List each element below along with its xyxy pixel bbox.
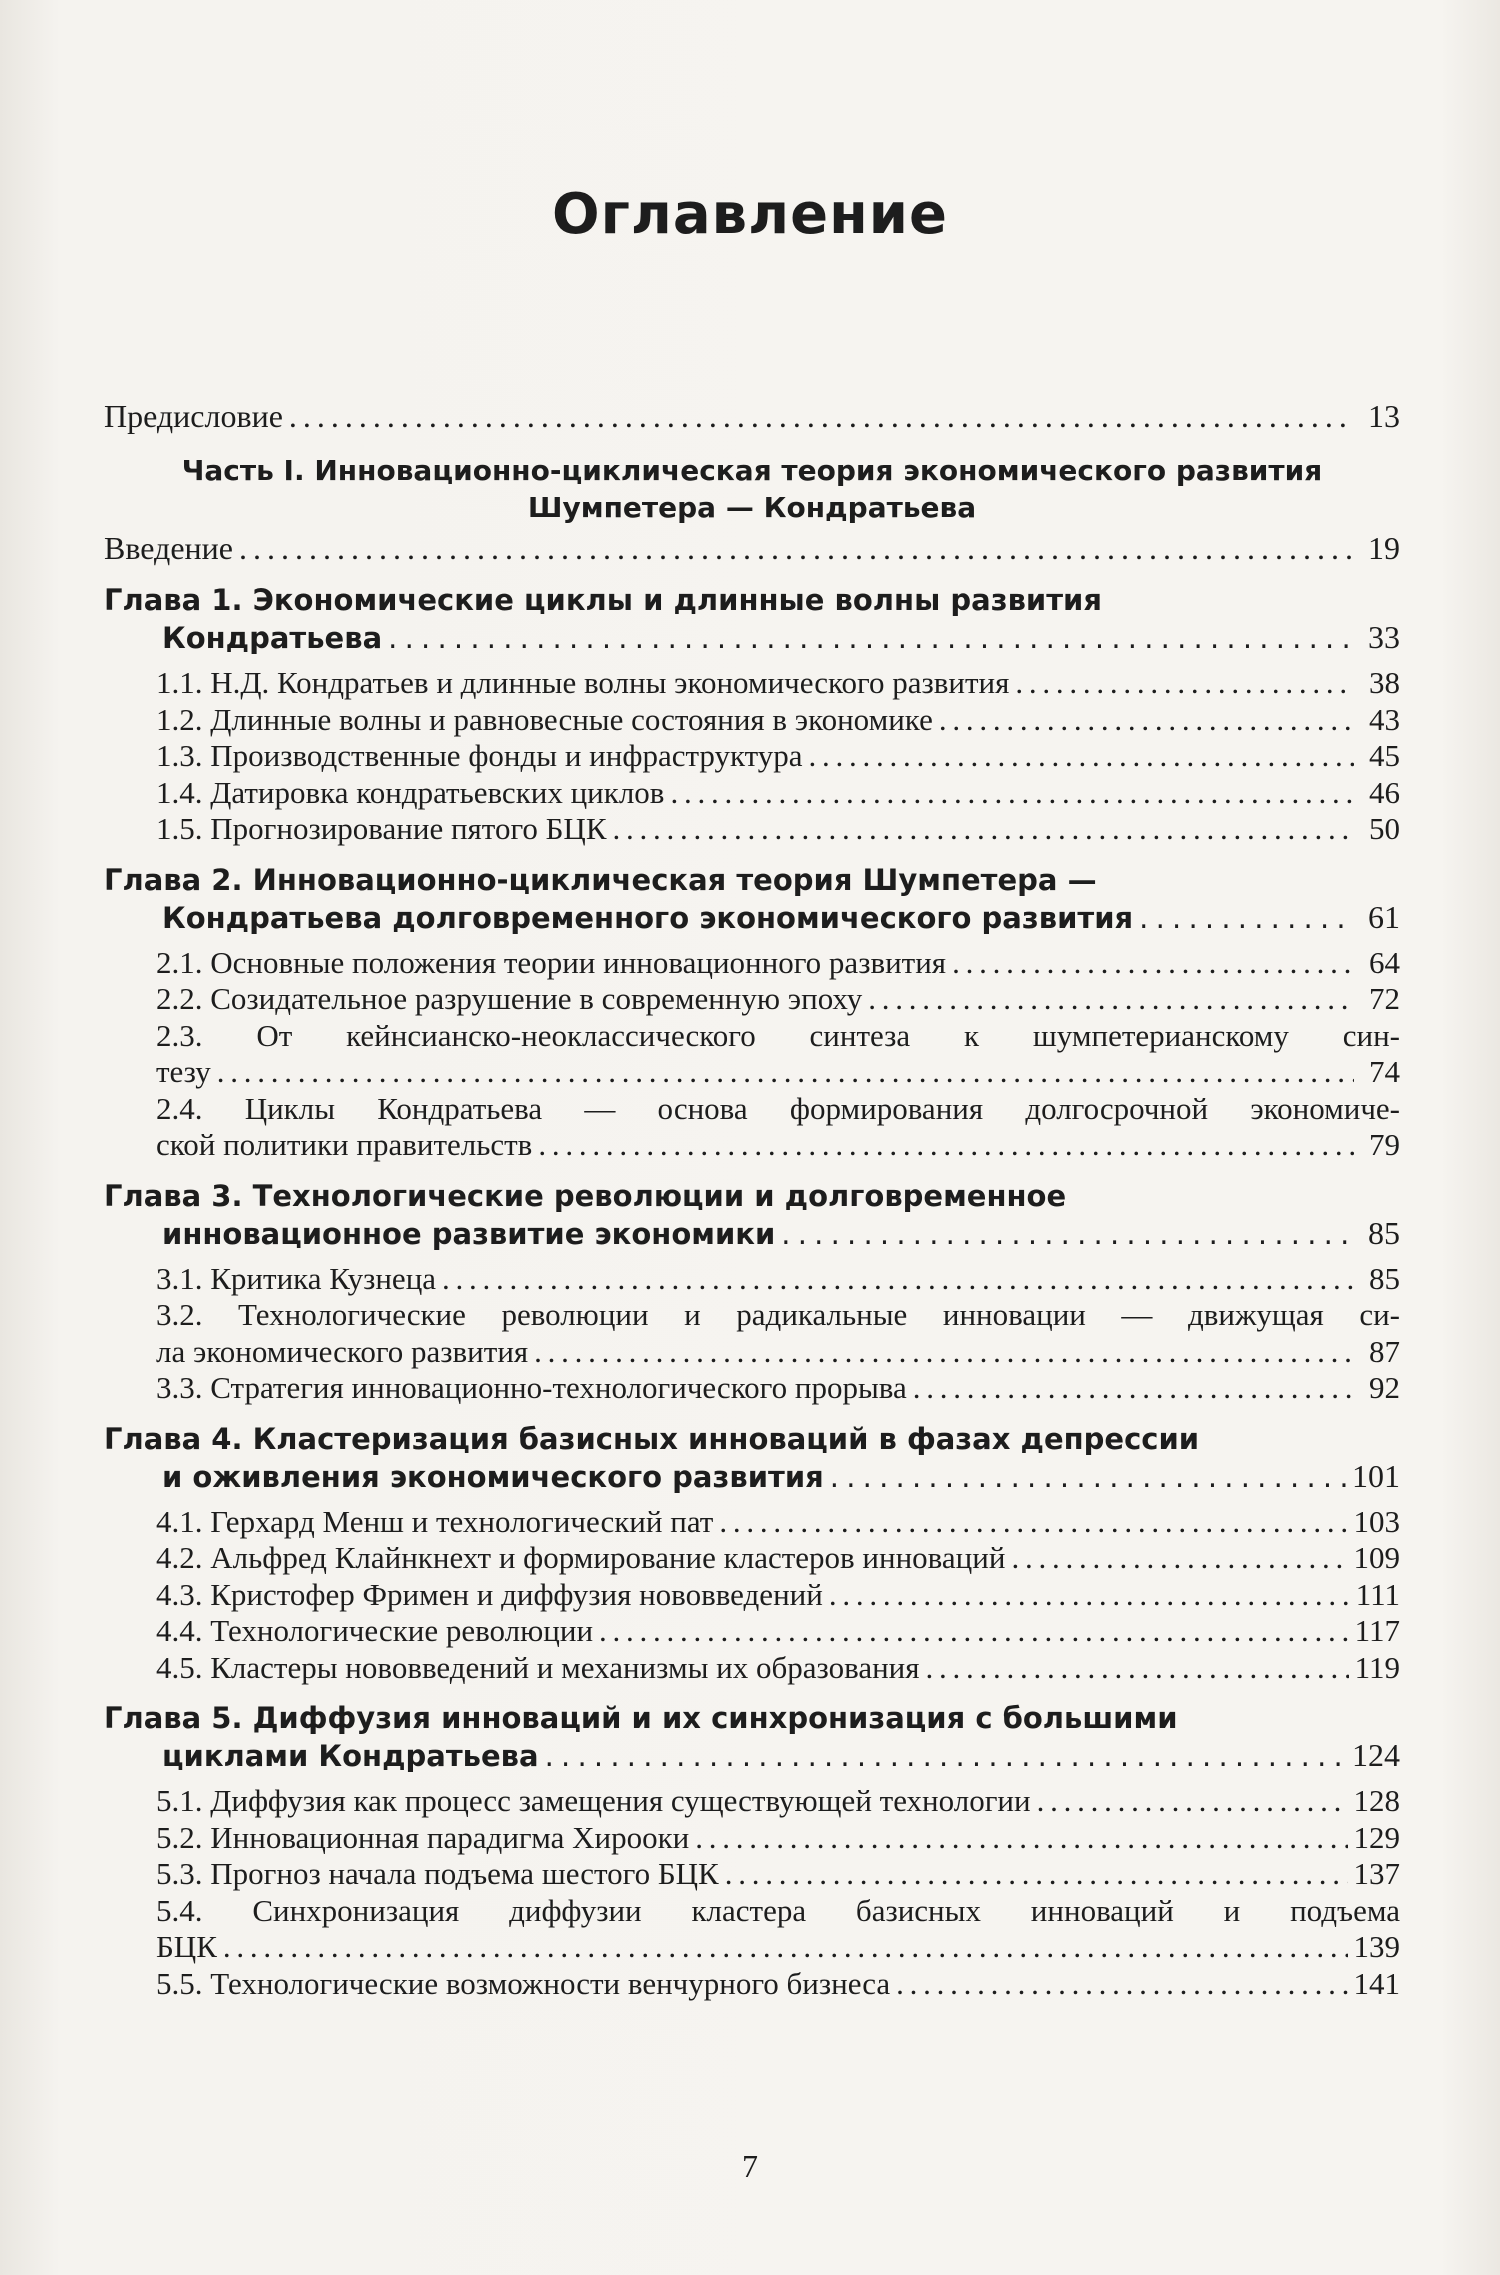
- leader-dots: [534, 1334, 1354, 1371]
- section-4-2: [104, 1540, 1400, 1577]
- entry-label: ла экономического развития: [156, 1333, 529, 1369]
- section-5-1: [104, 1783, 1400, 1820]
- entry-label: Предисловие: [104, 398, 283, 434]
- leader-dots: [695, 1820, 1347, 1857]
- entry-page: 46: [1369, 774, 1400, 810]
- entry-label: и оживления экономического развития: [162, 1459, 824, 1494]
- chapter-1-title-line2: [104, 619, 1400, 657]
- section-3-1: [104, 1261, 1400, 1298]
- section-2-4-line1: 2.4. Циклы Кондратьева — основа формирования долгосрочной экономиче-: [156, 1090, 1400, 1126]
- entry-label: 5.5. Технологические возможности венчурного бизнеса: [156, 1965, 891, 2001]
- entry-page: 109: [1353, 1540, 1400, 1575]
- entry-label: 5.3. Прогноз начала подъема шестого БЦК: [156, 1856, 719, 1891]
- leader-dots: [939, 702, 1354, 739]
- chapter-4-title-line1: Глава 4. Кластеризация базисных инноваций в фазах депрессии: [104, 1421, 1200, 1456]
- entry-page: 85: [1369, 1260, 1400, 1296]
- section-4-5: [104, 1650, 1400, 1687]
- leader-dots: [538, 1127, 1354, 1164]
- entry-page: 92: [1369, 1370, 1400, 1405]
- section-5-4-line2: [104, 1929, 1400, 1966]
- chapter-4-title-line2: [104, 1458, 1400, 1496]
- leader-dots: [952, 945, 1354, 982]
- leader-dots: [809, 738, 1354, 775]
- entry-page: 137: [1353, 1856, 1400, 1891]
- part-title-line2: Шумпетера — Кондратьева: [527, 491, 977, 524]
- entry-page: 33: [1368, 619, 1400, 655]
- entry-label: тезу: [156, 1054, 211, 1089]
- entry-label: 3.3. Стратегия инновационно-технологического прорыва: [156, 1370, 907, 1405]
- entry-label: Кондратьева долговременного экономического развития: [162, 900, 1134, 935]
- section-5-3: [104, 1856, 1400, 1893]
- page-number: 7: [742, 2148, 758, 2184]
- section-2-3-line1: 2.3. От кейнсианско-неоклассического синтеза к шумпетерианскому син-: [156, 1017, 1400, 1053]
- leader-dots: [913, 1370, 1354, 1407]
- chapter-2-title-line1: Глава 2. Инновационно-циклическая теория Шумпетера —: [104, 862, 1097, 897]
- entry-page: 87: [1369, 1333, 1400, 1369]
- entry-page: 72: [1369, 981, 1400, 1016]
- section-1-2: [104, 702, 1400, 739]
- entry-page: 19: [1368, 530, 1400, 566]
- section-3-2-line1: 3.2. Технологические революции и радикальные инновации — движущая си-: [156, 1297, 1400, 1332]
- entry-page: 124: [1352, 1737, 1400, 1773]
- section-3-3: [104, 1370, 1400, 1407]
- entry-label: 4.5. Кластеры нововведений и механизмы их образования: [156, 1649, 920, 1685]
- leader-dots: [896, 1966, 1347, 2003]
- entry-label: циклами Кондратьева: [162, 1739, 539, 1773]
- section-2-1: [104, 945, 1400, 982]
- leader-dots: [613, 811, 1355, 848]
- chapter-5-title-line2: [104, 1737, 1400, 1775]
- entry-label: 3.1. Критика Кузнеца: [156, 1260, 437, 1296]
- leader-dots: [289, 396, 1354, 436]
- leader-dots: [1011, 1540, 1347, 1577]
- entry-label: 4.4. Технологические революции: [156, 1613, 594, 1648]
- entry-page: 141: [1353, 1965, 1400, 2001]
- leader-dots: [223, 1929, 1348, 1966]
- entry-page: 74: [1369, 1054, 1400, 1089]
- section-2-4-line2: [104, 1127, 1400, 1164]
- entry-label: Введение: [104, 530, 233, 566]
- page-title: Оглавление: [551, 182, 948, 247]
- leader-dots: [725, 1856, 1348, 1893]
- chapter-5-title-line1: Глава 5. Диффузия инноваций и их синхронизация с большими: [104, 1701, 1178, 1735]
- entry-label: 1.4. Датировка кондратьевских циклов: [156, 774, 665, 810]
- entry-label: 4.2. Альфред Клайнкнехт и формирование кластеров инноваций: [156, 1540, 1006, 1575]
- entry-page: 117: [1354, 1613, 1400, 1648]
- part-heading: [104, 452, 1400, 526]
- entry-page: 64: [1369, 944, 1400, 980]
- section-5-4-line1: 5.4. Синхронизация диффузии кластера базисных инноваций и подъема: [156, 1892, 1400, 1928]
- chapter-3-title-line1: Глава 3. Технологические революции и долговременное: [104, 1178, 1067, 1213]
- chapter-3-title-line2: [104, 1215, 1400, 1253]
- section-2-2: [104, 981, 1400, 1018]
- section-1-1: [104, 665, 1400, 702]
- entry-page: 119: [1354, 1649, 1400, 1685]
- leader-dots: [1037, 1783, 1348, 1820]
- entry-page: 128: [1353, 1783, 1400, 1818]
- leader-dots: [868, 981, 1354, 1018]
- entry-label: 1.3. Производственные фонды и инфраструктура: [156, 738, 803, 773]
- leader-dots: [217, 1054, 1354, 1091]
- leader-dots: [388, 620, 1354, 657]
- leader-dots: [670, 775, 1354, 812]
- leader-dots: [1015, 665, 1354, 702]
- leader-dots: [599, 1613, 1349, 1650]
- section-3-2-line2: [104, 1334, 1400, 1371]
- entry-page: 79: [1369, 1127, 1400, 1162]
- entry-page: 111: [1355, 1576, 1400, 1612]
- section-5-5: [104, 1966, 1400, 2003]
- entry-page: 103: [1353, 1503, 1400, 1539]
- entry-label: инновационное развитие экономики: [162, 1216, 776, 1251]
- leader-dots: [1139, 900, 1354, 937]
- section-4-1: [104, 1504, 1400, 1541]
- section-2-3-line2: [104, 1054, 1400, 1091]
- entry-label: 2.2. Созидательное разрушение в современную эпоху: [156, 981, 863, 1016]
- section-1-4: [104, 775, 1400, 812]
- chapter-1-title-line1: Глава 1. Экономические циклы и длинные волны развития: [104, 583, 1102, 617]
- entry-page: 43: [1369, 701, 1400, 737]
- leader-dots: [719, 1504, 1347, 1541]
- section-4-4: [104, 1613, 1400, 1650]
- entry-page: 61: [1368, 898, 1400, 935]
- entry-label: 5.1. Диффузия как процесс замещения существующей технологии: [156, 1783, 1031, 1818]
- leader-dots: [830, 1459, 1346, 1496]
- leader-dots: [442, 1261, 1354, 1298]
- section-4-3: [104, 1577, 1400, 1614]
- leader-dots: [829, 1577, 1350, 1614]
- entry-label: 4.3. Кристофер Фримен и диффузия нововведений: [156, 1576, 823, 1612]
- section-1-3: [104, 738, 1400, 775]
- section-5-2: [104, 1820, 1400, 1857]
- table-of-contents: [104, 396, 1400, 2002]
- leader-dots: [545, 1738, 1346, 1775]
- part-title-line1: Часть I. Инновационно-циклическая теория экономического развития: [181, 454, 1323, 487]
- leader-dots: [239, 528, 1354, 568]
- entry-label: 1.2. Длинные волны и равновесные состояния в экономике: [156, 701, 933, 737]
- entry-page: 85: [1368, 1214, 1400, 1251]
- chapter-2-title-line2: [104, 899, 1400, 937]
- entry-label: 2.1. Основные положения теории инновационного развития: [156, 944, 947, 980]
- entry-page: 50: [1369, 811, 1400, 846]
- entry-page: 45: [1369, 738, 1400, 773]
- entry-label: 4.1. Герхард Менш и технологический пат: [156, 1503, 714, 1539]
- toc-entry-preface: [104, 396, 1400, 436]
- section-1-5: [104, 811, 1400, 848]
- entry-label: БЦК: [156, 1929, 217, 1964]
- entry-label: 5.2. Инновационная парадигма Хирооки: [156, 1819, 690, 1855]
- leader-dots: [926, 1650, 1349, 1687]
- entry-page: 38: [1369, 665, 1400, 700]
- entry-page: 101: [1352, 1457, 1400, 1494]
- entry-label: ской политики правительств: [156, 1127, 533, 1162]
- entry-label: 1.5. Прогнозирование пятого БЦК: [156, 811, 607, 846]
- entry-page: 139: [1353, 1929, 1400, 1964]
- entry-page: 13: [1368, 398, 1400, 434]
- leader-dots: [781, 1216, 1354, 1253]
- entry-page: 129: [1353, 1819, 1400, 1855]
- entry-label: 1.1. Н.Д. Кондратьев и длинные волны экономического развития: [156, 665, 1010, 700]
- toc-entry-intro: [104, 528, 1400, 568]
- entry-label: Кондратьева: [162, 621, 383, 655]
